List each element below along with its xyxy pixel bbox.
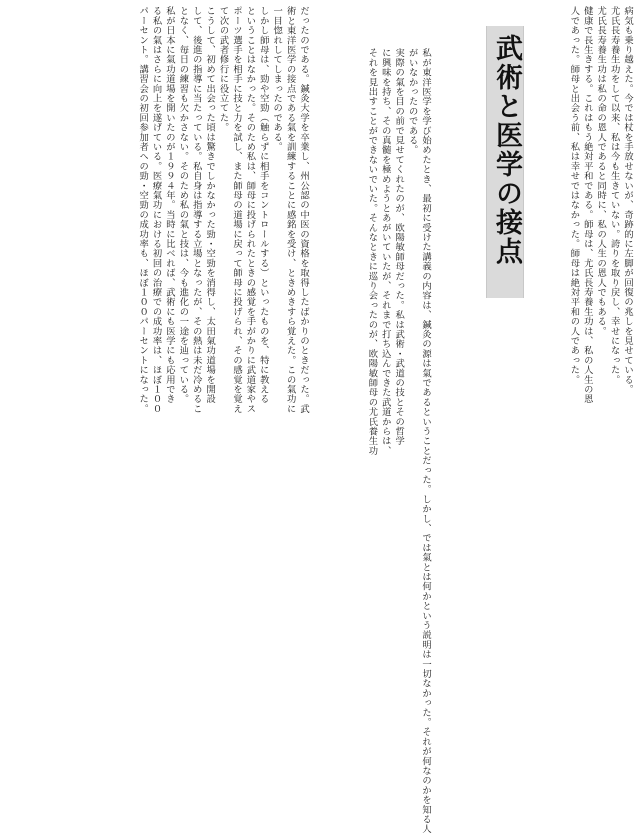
section-title: 武術と医学の接点	[491, 34, 522, 266]
text-line: 人であった。師母と出会う前、私は幸せではなかった。師母は絶対平和の人であった。	[568, 6, 580, 385]
text-line: 健康で長生きする。これはもう絶対平和である。師母は、尤氏長寿養生功は、私の人生の恩	[581, 6, 593, 404]
text-line: こうして、初めて出会った頃は驚きでしかなかった勁・空勁を消得し、太田氣功道場を開設	[204, 6, 216, 404]
text-line: 私が日本に氣功道場を開いたのが１９９４年。当時に比べれば、武術にも医学にも応用でき	[163, 6, 175, 404]
middle-text-block	[365, 48, 432, 834]
text-line: となく、毎日の練習も欠かさない。そのため私の氣と技は、今も進化の一途を辿っている。	[177, 6, 189, 404]
text-line: に興味を持ち、その真髄を極めようとあがいていたが、それまで打ち込んできた武道からは、	[379, 48, 391, 456]
text-line: がいなかったのである。	[406, 48, 418, 155]
text-line: て次の武者修行に役立てた。	[217, 6, 229, 133]
text-line: だったのである。鍼灸大学を卒業し、州公認の中医の資格を取得したばかりのときだった。武	[298, 6, 309, 414]
text-line: パーセント。講習会の初回参加者への勁・空勁の成功率も、ほぼ１００パーセントになった。	[137, 6, 149, 414]
text-line: 私が東洋医学を学び始めたとき、最初に受けた講義の内容は、鍼灸の源は氣であるということだった。しかし、では氣とは何かという説明は一切なかった。それが何なのかを知る人	[420, 48, 431, 834]
text-line: 尤氏長寿養生功をして以来、私は今も生きていない。誇りを取り戻し、幸せになった。	[608, 6, 620, 385]
text-line: ということはなかった。そのため私は、師母に投げられたときの感覚を手がかりに武道家やス	[244, 6, 256, 414]
text-line: それを見出すことができないでいた。そんなときに巡り会ったのが、欧陽敏師母の尤氏養生功	[366, 48, 378, 456]
body-text-block	[136, 6, 310, 416]
text-line: 術と東洋医学の接点である氣を訓練することに感銘を受け、ときめきすら覚えた。この氣功に	[284, 6, 296, 414]
text-line: 尤氏長寿養生功は私の命の恩人であると同時に、私の人生の恩人でもある。	[595, 6, 607, 336]
text-line: る私の氣はさらに向上を遂げている。医療氣功における初回の治療での成功率は、ほぼ１００	[150, 6, 162, 414]
text-line: ポーツ選手を相手に技と力を試し、また師母の道場に戻って師母に投げられ、その感覚を覚え	[230, 6, 242, 414]
text-line: 実際の氣を目の前で見せてくれたのが、欧陽敏師母だった。私は武術・武道の技とその哲学	[393, 48, 405, 446]
text-line: 病気も乗り越えた。今では杖を手放せないが、奇跡的に左脚が回復の兆しを見せている。	[622, 6, 633, 394]
intro-text-block	[567, 6, 634, 404]
text-line: して、後進の指導に当たっている。私自身は指導する立場となったが、その熱は未だ冷めるこ	[190, 6, 202, 414]
text-line: しかし師母は、勁や空勁（触らずに相手をコントロールする）といったものを、特に教える	[257, 6, 269, 404]
text-line: 一目惚れしてしまったのである。	[271, 6, 283, 152]
